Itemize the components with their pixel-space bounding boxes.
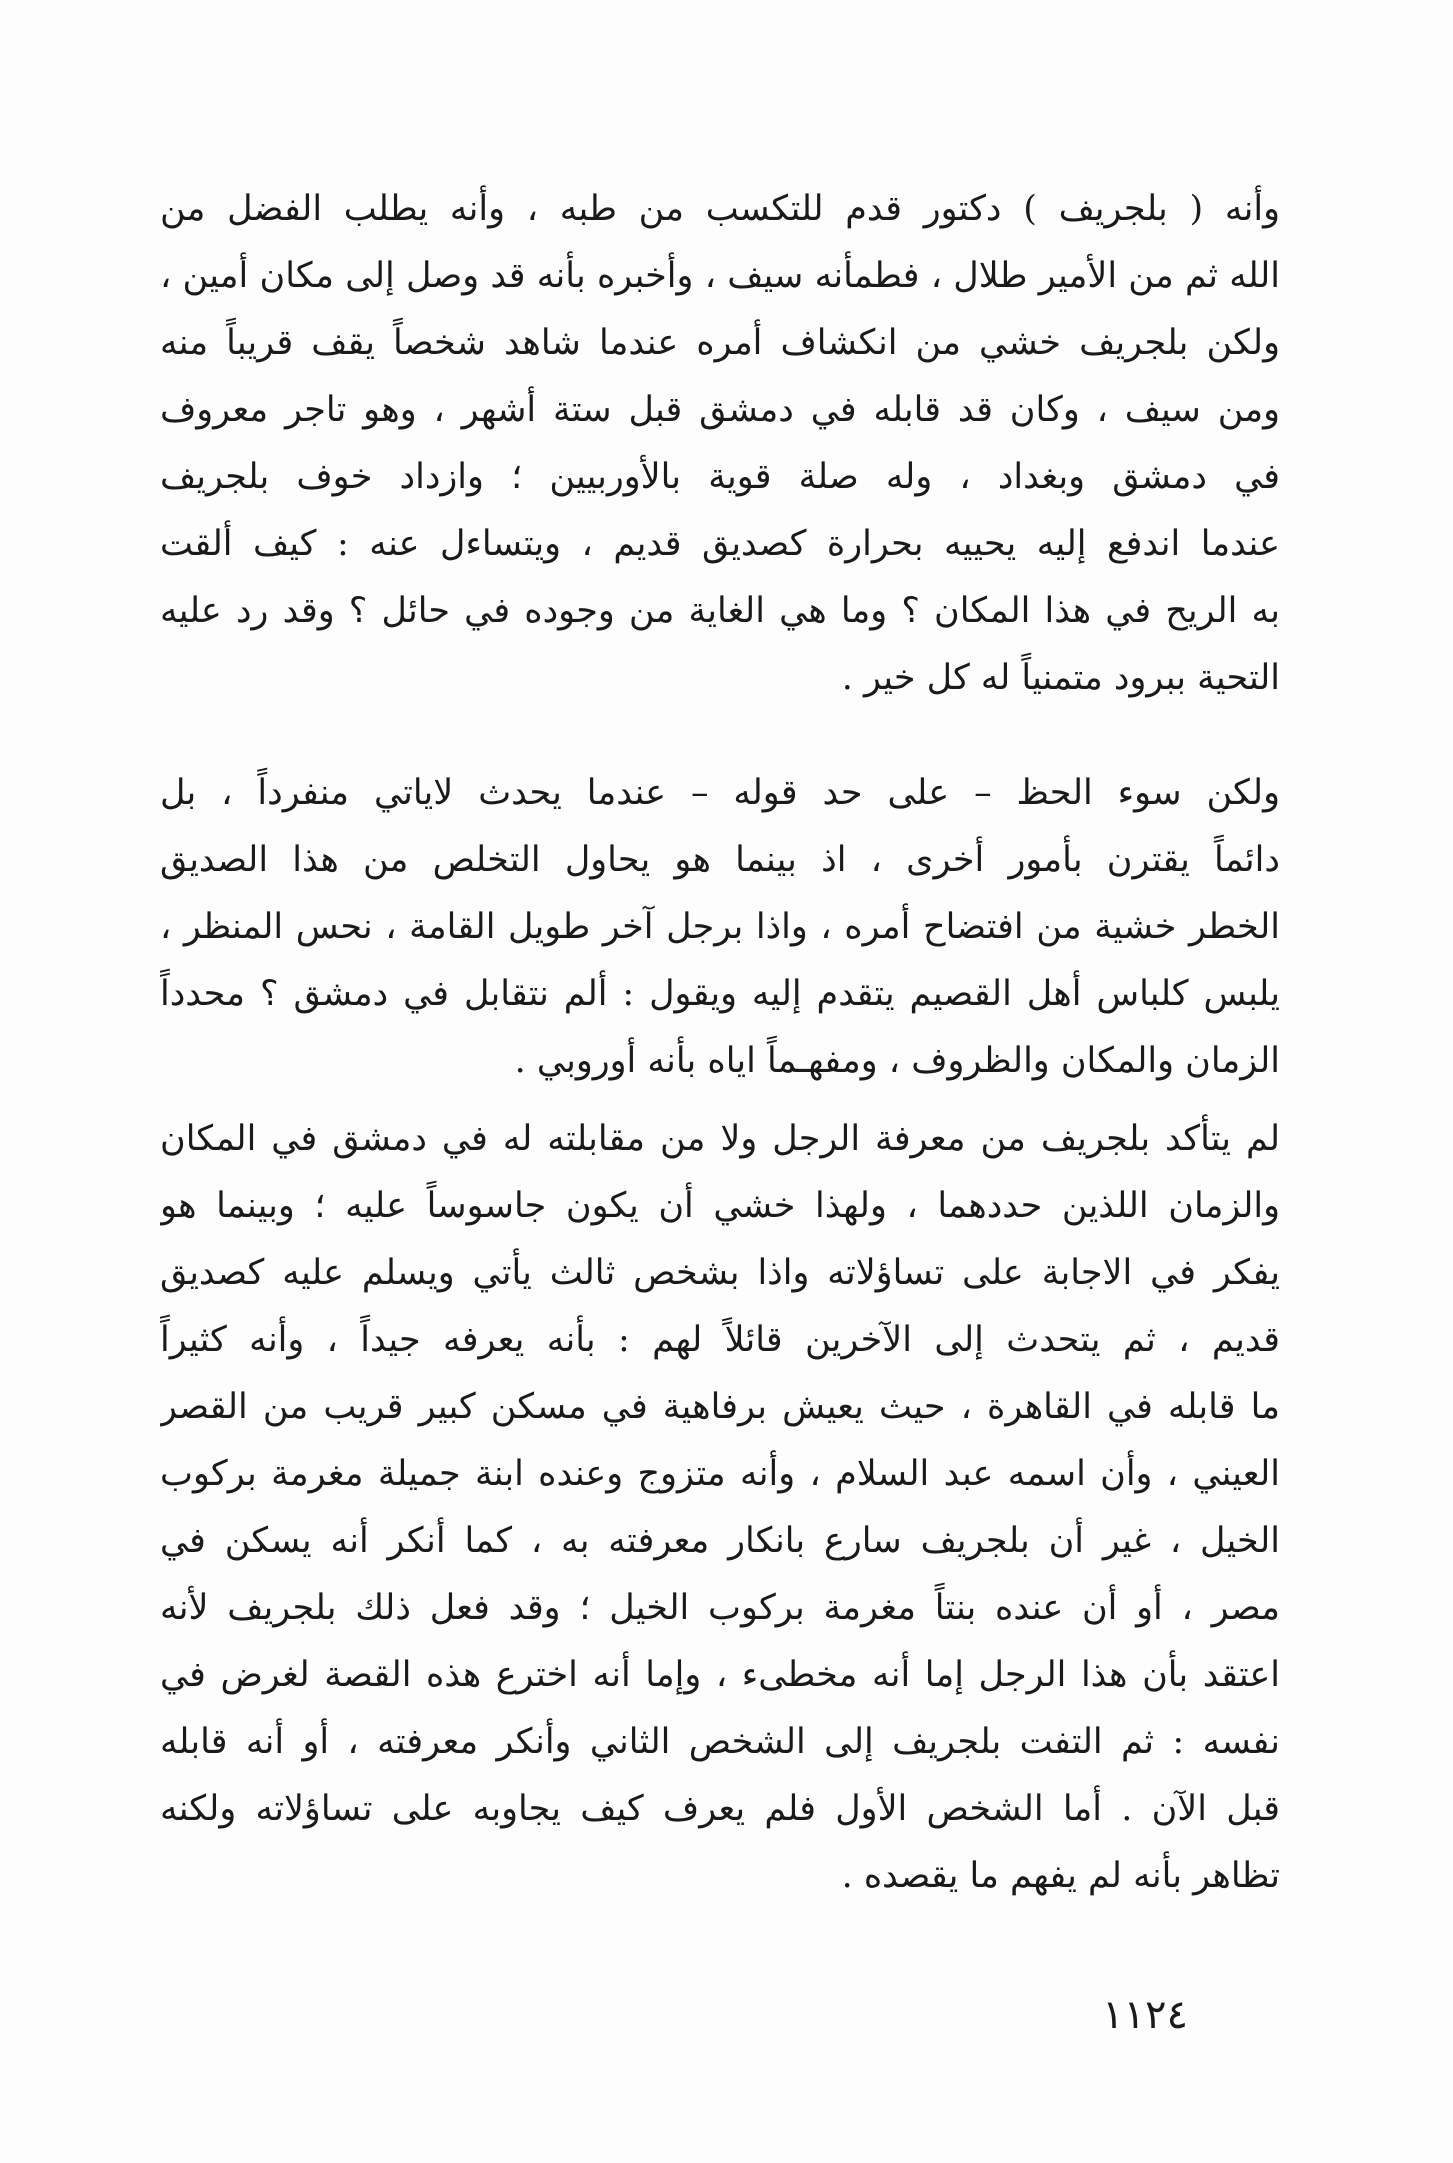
text-line: مصر ، أو أن عنده بنتاً مغرمة بركوب الخيل ؛ وقد فعل ذلك بلجريف لأنه bbox=[160, 1588, 1280, 1628]
text-line: ولكن بلجريف خشي من انكشاف أمره عندما شاهد شخصاً يقف قريباً منه bbox=[160, 323, 1280, 363]
text-line: الله ثم من الأمير طلال ، فطمأنه سيف ، وأخبره بأنه قد وصل إلى مكان أمين ، bbox=[160, 256, 1280, 296]
text-line: به الريح في هذا المكان ؟ وما هي الغاية من وجوده في حائل ؟ وقد رد عليه bbox=[160, 591, 1280, 631]
text-line: قديم ، ثم يتحدث إلى الآخرين قائلاً لهم : بأنه يعرفه جيداً ، وأنه كثيراً bbox=[160, 1320, 1280, 1360]
text-line: الخيل ، غير أن بلجريف سارع بانكار معرفته به ، كما أنكر أنه يسكن في bbox=[160, 1521, 1280, 1561]
text-line: والزمان اللذين حددهما ، ولهذا خشي أن يكون جاسوساً عليه ؛ وبينما هو bbox=[160, 1186, 1280, 1226]
text-line: العيني ، وأن اسمه عبد السلام ، وأنه متزوج وعنده ابنة جميلة مغرمة بركوب bbox=[160, 1454, 1280, 1494]
text-line: ما قابله في القاهرة ، حيث يعيش برفاهية في مسكن كبير قريب من القصر bbox=[160, 1387, 1280, 1427]
page-number: ١١٢٤ bbox=[1102, 1992, 1188, 2038]
text-line: الزمان والمكان والظروف ، ومفهـماً اياه بأنه أوروبي . bbox=[514, 1041, 1280, 1081]
text-line: يلبس كلباس أهل القصيم يتقدم إليه ويقول : ألم نتقابل في دمشق ؟ محدداً bbox=[160, 974, 1280, 1014]
paragraph-1 bbox=[160, 176, 1280, 712]
text-line: قبل الآن . أما الشخص الأول فلم يعرف كيف يجاوبه على تساؤلاته ولكنه bbox=[160, 1789, 1280, 1829]
text-line: عندما اندفع إليه يحييه بحرارة كصديق قديم ، ويتساءل عنه : كيف ألقت bbox=[160, 524, 1280, 564]
text-line: الخطر خشية من افتضاح أمره ، واذا برجل آخر طويل القامة ، نحس المنظر ، bbox=[160, 907, 1280, 947]
text-line: ومن سيف ، وكان قد قابله في دمشق قبل ستة أشهر ، وهو تاجر معروف bbox=[160, 390, 1280, 430]
text-line: وأنه ( بلجريف ) دكتور قدم للتكسب من طبه ، وأنه يطلب الفضل من bbox=[160, 189, 1280, 229]
text-line: في دمشق وبغداد ، وله صلة قوية بالأوربيين ؛ وازداد خوف بلجريف bbox=[160, 457, 1280, 497]
text-line: ولكن سوء الحظ – على حد قوله – عندما يحدث لاياتي منفرداً ، بل bbox=[160, 773, 1280, 813]
text-line: تظاهر بأنه لم يفهم ما يقصده . bbox=[841, 1856, 1280, 1896]
paragraph-2 bbox=[160, 760, 1280, 1095]
text-line: يفكر في الاجابة على تساؤلاته واذا بشخص ثالث يأتي ويسلم عليه كصديق bbox=[160, 1253, 1280, 1293]
paragraph-3 bbox=[160, 1106, 1280, 1910]
text-line: لم يتأكد بلجريف من معرفة الرجل ولا من مقابلته له في دمشق في المكان bbox=[160, 1119, 1280, 1159]
text-line: التحية ببرود متمنياً له كل خير . bbox=[841, 658, 1280, 698]
text-line: اعتقد بأن هذا الرجل إما أنه مخطىء ، وإما أنه اخترع هذه القصة لغرض في bbox=[160, 1655, 1280, 1695]
text-line: دائماً يقترن بأمور أخرى ، اذ بينما هو يحاول التخلص من هذا الصديق bbox=[160, 840, 1280, 880]
text-line: نفسه : ثم التفت بلجريف إلى الشخص الثاني وأنكر معرفته ، أو أنه قابله bbox=[160, 1722, 1280, 1762]
